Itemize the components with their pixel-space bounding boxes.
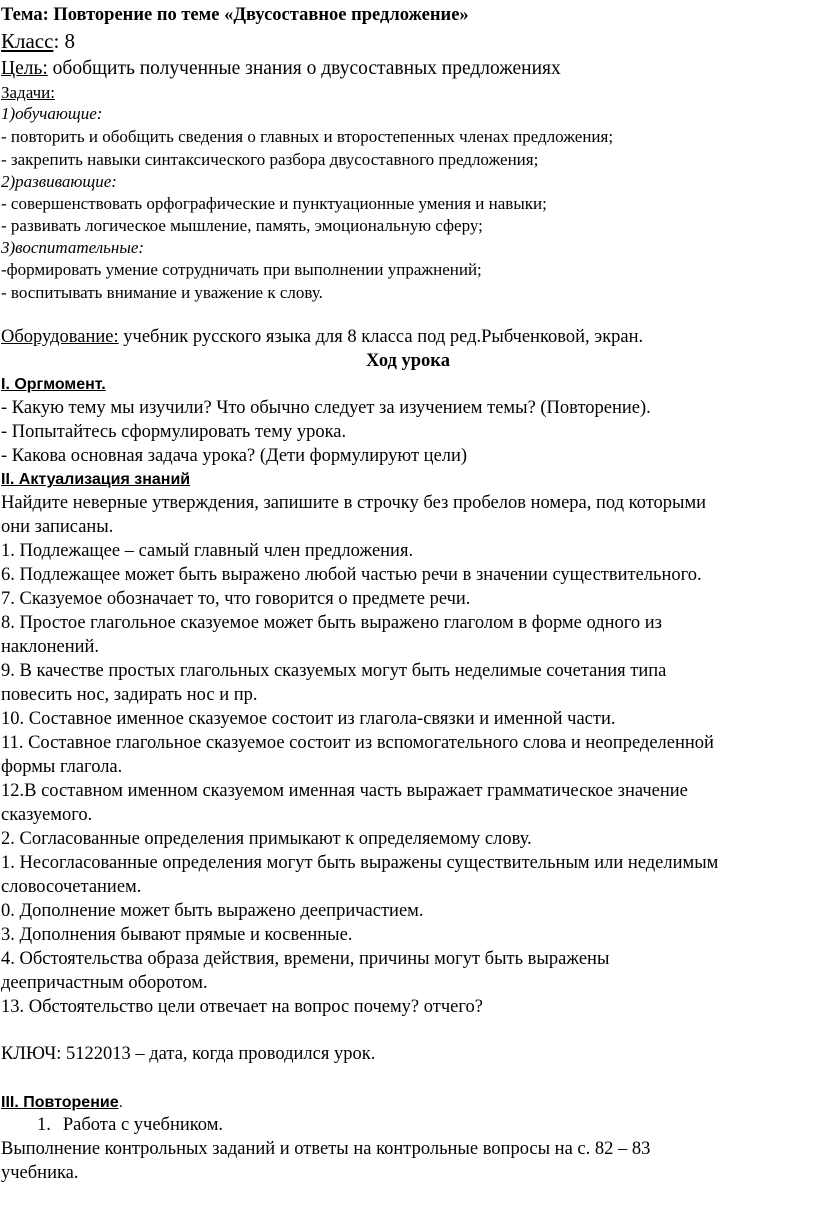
topic-heading: Тема: Повторение по теме «Двусоставное предложение» — [1, 5, 469, 25]
statement-line: 2. Согласованные определения примыкают к определяемому слову. — [1, 829, 532, 849]
statement-line: наклонений. — [1, 637, 100, 657]
statement-line: 12.В составном именном сказуемом именная часть выражает грамматическое значение — [1, 781, 688, 801]
section-1-line: - Какую тему мы изучили? Что обычно следует за изучением темы? (Повторение). — [1, 398, 651, 418]
section-3-title: III. Повторение — [1, 1094, 119, 1111]
class-label: Класс — [1, 29, 54, 53]
tasks-label: Задачи: — [1, 83, 55, 102]
statement-line: сказуемого. — [1, 805, 93, 825]
task-item: -формировать умение сотрудничать при выполнении упражнений; — [1, 260, 482, 279]
section-1-line: - Какова основная задача урока? (Дети формулируют цели) — [1, 446, 468, 466]
list-item-text: Работа с учебником. — [62, 1115, 224, 1135]
task-group-title: 3)воспитательные: — [1, 238, 145, 257]
section-2-title: II. Актуализация знаний — [1, 471, 191, 488]
statement-line: 10. Составное именное сказуемое состоит из глагола-связки и именной части. — [1, 709, 616, 729]
class-line — [1, 30, 75, 52]
section-3-line: учебника. — [1, 1163, 79, 1183]
statement-line: 1. Несогласованные определения могут быть выражены существительным или неделимым — [1, 853, 719, 873]
task-group-title: 1)обучающие: — [1, 104, 103, 123]
equipment-text: учебник русского языка для 8 класса под ред.Рыбченковой, экран. — [118, 327, 644, 347]
statement-line: 7. Сказуемое обозначает то, что говорится о предмете речи. — [1, 589, 471, 609]
statement-line: словосочетанием. — [1, 877, 142, 897]
task-item: - развивать логическое мышление, память, эмоциональную сферу; — [1, 216, 483, 235]
goal-label: Цель: — [1, 58, 48, 79]
equipment-label: Оборудование: — [1, 327, 119, 347]
statement-line: 4. Обстоятельства образа действия, времени, причины могут быть выражены — [1, 949, 610, 969]
section-3-heading — [1, 1091, 123, 1114]
section-3-title-dot: . — [118, 1094, 124, 1111]
task-item: - совершенствовать орфографические и пунктуационные умения и навыки; — [1, 194, 547, 213]
section-3-line: Выполнение контрольных заданий и ответы на контрольные вопросы на с. 82 – 83 — [1, 1139, 651, 1159]
statement-line: деепричастным оборотом. — [1, 973, 208, 993]
task-item: - воспитывать внимание и уважение к слову. — [1, 283, 323, 302]
goal-text: обобщить полученные знания о двусоставных предложениях — [47, 58, 561, 79]
statement-line: 9. В качестве простых глагольных сказуемых могут быть неделимые сочетания типа — [1, 661, 667, 681]
task-item: - повторить и обобщить сведения о главных и второстепенных членах предложения; — [1, 127, 614, 146]
list-item-number: 1. — [37, 1115, 51, 1135]
task-item: - закрепить навыки синтаксического разбора двусоставного предложения; — [1, 150, 539, 169]
task-group-title: 2)развивающие: — [1, 172, 117, 191]
statement-line: повесить нос, задирать нос и пр. — [1, 685, 258, 705]
statement-line: формы глагола. — [1, 757, 123, 777]
statement-line: 1. Подлежащее – самый главный член предложения. — [1, 541, 414, 561]
statement-line: 3. Дополнения бывают прямые и косвенные. — [1, 925, 353, 945]
section-2-line: они записаны. — [1, 517, 114, 537]
answer-key: КЛЮЧ: 5122013 – дата, когда проводился урок. — [1, 1044, 376, 1064]
equipment-line — [1, 326, 643, 348]
statement-line: 8. Простое глагольное сказуемое может быть выражено глаголом в форме одного из — [1, 613, 662, 633]
section-1-line: - Попытайтесь сформулировать тему урока. — [1, 422, 347, 442]
lesson-title: Ход урока — [366, 351, 450, 371]
section-1-title: I. Оргмомент. — [1, 376, 106, 393]
statement-line: 11. Составное глагольное сказуемое состоит из вспомогательного слова и неопределенной — [1, 733, 714, 753]
statement-line: 0. Дополнение может быть выражено деепричастием. — [1, 901, 424, 921]
statement-line: 13. Обстоятельство цели отвечает на вопрос почему? отчего? — [1, 997, 483, 1017]
section-3-list-item — [37, 1114, 223, 1136]
section-2-line: Найдите неверные утверждения, запишите в строчку без пробелов номера, под которыми — [1, 493, 707, 513]
class-value: : 8 — [53, 29, 76, 53]
goal-line — [1, 58, 561, 80]
statement-line: 6. Подлежащее может быть выражено любой частью речи в значении существительного. — [1, 565, 702, 585]
